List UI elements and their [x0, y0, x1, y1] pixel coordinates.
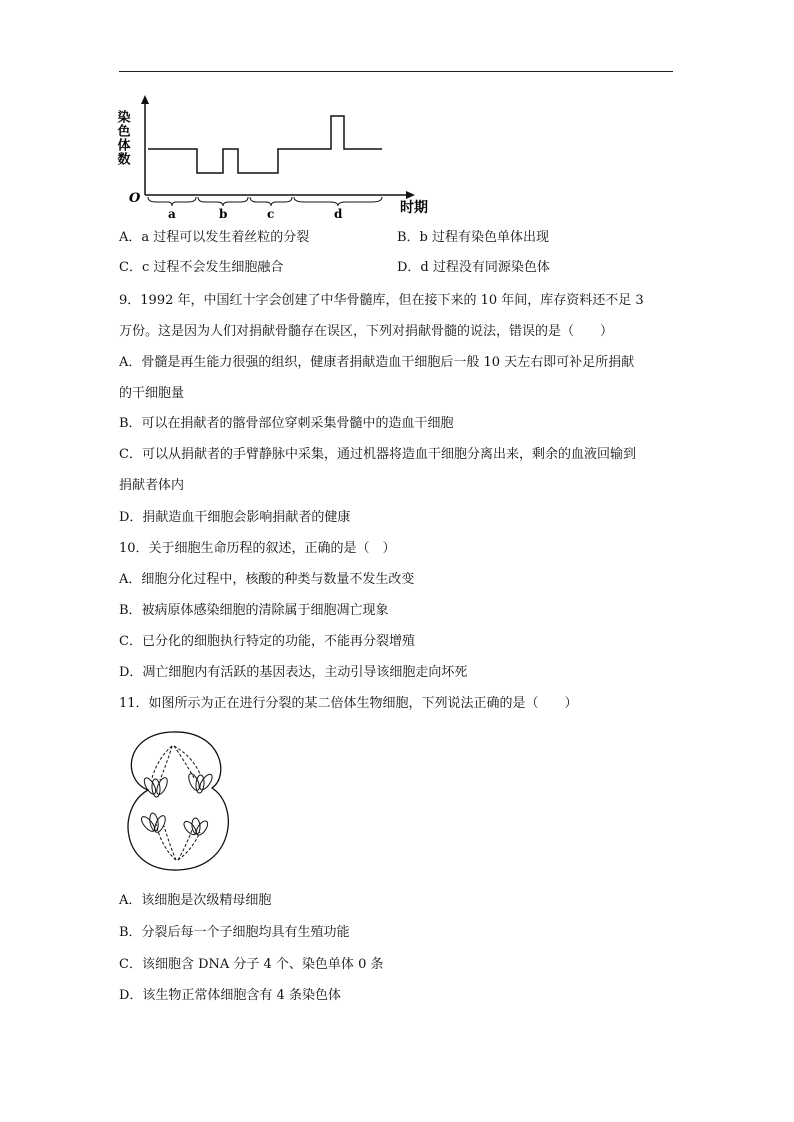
q10-option-a: A．细胞分化过程中，核酸的种类与数量不发生改变: [119, 572, 415, 587]
q8-option-b: B．b 过程有染色单体出现: [397, 230, 550, 245]
q10-option-c: C．已分化的细胞执行特定的功能，不能再分裂增殖: [119, 634, 415, 649]
q9-option-d: D．捐献造血干细胞会影响捐献者的健康: [119, 510, 351, 525]
chromosome-group-bottom-right: [182, 818, 210, 837]
q11-option-b: B．分裂后每一个子细胞均具有生殖功能: [119, 925, 350, 940]
q11-stem: 11．如图所示为正在进行分裂的某二倍体生物细胞，下列说法正确的是（ ）: [119, 696, 578, 711]
q9-option-b: B．可以在捐献者的髂骨部位穿刺采集骨髓中的造血干细胞: [119, 416, 454, 431]
q9-option-a-line-1: A．骨髓是再生能力很强的组织，健康者捐献造血干细胞后一般 10 天左右即可补足所捐献: [119, 355, 635, 370]
q10-option-b: B．被病原体感染细胞的清除属于细胞凋亡现象: [119, 603, 389, 618]
brace-b: [198, 197, 248, 206]
y-axis-arrow: [141, 95, 149, 104]
header-rule: [119, 71, 673, 72]
chromosome-group-top-left: [142, 776, 169, 797]
x-axis-label: 时期: [400, 200, 428, 216]
q9-stem-line-1: 9．1992 年，中国红十字会创建了中华骨髓库，但在接下来的 10 年间，库存资料还不足 3: [119, 293, 644, 308]
brace-c: [250, 197, 292, 206]
segment-label-c: c: [267, 207, 275, 221]
dividing-cell-diagram: [118, 728, 238, 878]
q9-stem-line-2: 万份。这是因为人们对捐献骨髓存在误区，下列对捐献骨髓的说法，错误的是（ ）: [119, 324, 614, 339]
q10-option-d: D．凋亡细胞内有活跃的基因表达，主动引导该细胞走向坏死: [119, 665, 468, 680]
chromosome-step-line: [148, 116, 382, 173]
q9-option-a-line-2: 的干细胞量: [119, 386, 185, 401]
segment-label-a: a: [168, 207, 176, 221]
q9-option-c-line-1: C．可以从捐献者的手臂静脉中采集，通过机器将造血干细胞分离出来，剩余的血液回输到: [119, 447, 636, 462]
q8-option-c: C．c 过程不会发生细胞融合: [119, 260, 284, 275]
spindle-fibers: [152, 746, 200, 860]
segment-label-b: b: [219, 207, 228, 221]
brace-d: [294, 197, 382, 206]
q9-option-c-line-2: 捐献者体内: [119, 478, 185, 493]
y-axis-label: 染色体数: [114, 110, 130, 166]
origin-label: O: [129, 191, 141, 206]
x-axis-arrow: [406, 191, 415, 199]
chromosome-group-top-right: [187, 772, 215, 793]
segment-label-d: d: [334, 207, 343, 221]
chromosome-group-bottom-left: [139, 812, 167, 833]
q10-stem: 10．关于细胞生命历程的叙述，正确的是（ ）: [119, 541, 396, 556]
cell-membrane: [128, 732, 228, 870]
q8-option-d: D．d 过程没有同源染色体: [397, 260, 550, 275]
chromosome-number-graph: [110, 92, 440, 222]
q8-option-a: A．a 过程可以发生着丝粒的分裂: [119, 230, 310, 245]
brace-a: [148, 197, 196, 206]
q11-option-c: C．该细胞含 DNA 分子 4 个、染色单体 0 条: [119, 957, 384, 972]
q11-option-a: A．该细胞是次级精母细胞: [119, 893, 272, 908]
q11-option-d: D．该生物正常体细胞含有 4 条染色体: [119, 988, 341, 1003]
